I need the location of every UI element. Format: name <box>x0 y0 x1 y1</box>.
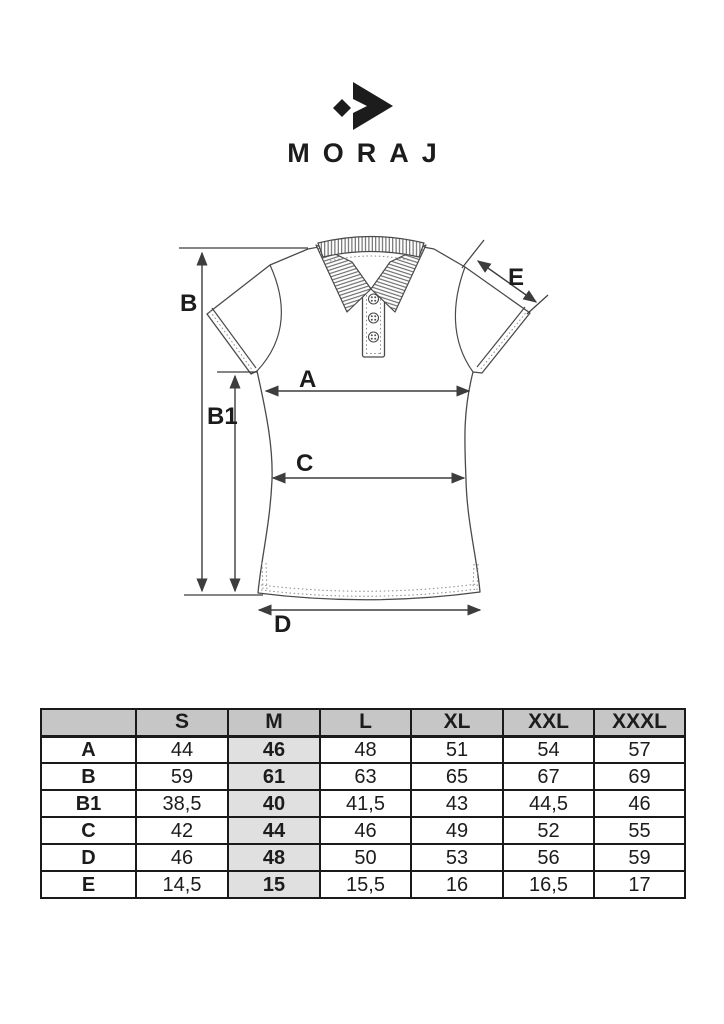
cell-d-xxxl: 59 <box>594 844 685 871</box>
cell-c-xxxl: 55 <box>594 817 685 844</box>
cell-e-xxl: 16,5 <box>503 871 594 898</box>
cell-c-s: 42 <box>136 817 228 844</box>
cell-b1-s: 38,5 <box>136 790 228 817</box>
dim-label-c: C <box>296 450 314 477</box>
cell-c-l: 46 <box>320 817 411 844</box>
table-row-e <box>41 871 685 898</box>
cell-c-xxl: 52 <box>503 817 594 844</box>
button-icon <box>369 332 379 342</box>
size-table <box>40 708 686 899</box>
cell-b-xl: 65 <box>411 763 503 790</box>
row-label-e: E <box>41 871 136 898</box>
dim-label-d: D <box>274 611 292 638</box>
row-label-b1: B1 <box>41 790 136 817</box>
dim-label-b: B <box>180 290 198 317</box>
size-col-header-m: M <box>228 709 320 736</box>
cell-e-xxxl: 17 <box>594 871 685 898</box>
cell-b1-l: 41,5 <box>320 790 411 817</box>
dim-label-a: A <box>299 366 317 393</box>
brand-name: MORAJ <box>287 138 450 168</box>
cell-d-xxl: 56 <box>503 844 594 871</box>
row-label-c: C <box>41 817 136 844</box>
size-col-header-xxxl: XXXL <box>594 709 685 736</box>
size-table-header-row <box>41 709 685 736</box>
cell-c-xl: 49 <box>411 817 503 844</box>
cell-e-m: 15 <box>228 871 320 898</box>
cell-e-xl: 16 <box>411 871 503 898</box>
table-row-a <box>41 736 685 763</box>
cell-a-xl: 51 <box>411 736 503 763</box>
cell-d-s: 46 <box>136 844 228 871</box>
row-label-d: D <box>41 844 136 871</box>
cell-b-l: 63 <box>320 763 411 790</box>
cell-b1-m: 40 <box>228 790 320 817</box>
cell-b1-xxl: 44,5 <box>503 790 594 817</box>
cell-e-l: 15,5 <box>320 871 411 898</box>
row-label-b: B <box>41 763 136 790</box>
cell-b-xxxl: 69 <box>594 763 685 790</box>
cell-a-l: 48 <box>320 736 411 763</box>
brand-logo <box>0 78 724 169</box>
row-label-a: A <box>41 736 136 763</box>
cell-d-xl: 53 <box>411 844 503 871</box>
dim-label-e: E <box>508 264 525 291</box>
cell-b1-xxxl: 46 <box>594 790 685 817</box>
table-row-c <box>41 817 685 844</box>
cell-d-l: 50 <box>320 844 411 871</box>
cell-a-xxl: 54 <box>503 736 594 763</box>
size-table-corner-cell <box>41 709 136 736</box>
garment-measurement-diagram <box>150 210 600 660</box>
cell-a-m: 46 <box>228 736 320 763</box>
cell-c-m: 44 <box>228 817 320 844</box>
brand-chevron-icon <box>327 78 397 132</box>
cell-a-xxxl: 57 <box>594 736 685 763</box>
size-col-header-xxl: XXL <box>503 709 594 736</box>
cell-a-s: 44 <box>136 736 228 763</box>
size-col-header-xl: XL <box>411 709 503 736</box>
cell-d-m: 48 <box>228 844 320 871</box>
cell-b1-xl: 43 <box>411 790 503 817</box>
cell-e-s: 14,5 <box>136 871 228 898</box>
cell-b-m: 61 <box>228 763 320 790</box>
size-col-header-s: S <box>136 709 228 736</box>
size-col-header-l: L <box>320 709 411 736</box>
table-row-d <box>41 844 685 871</box>
cell-b-s: 59 <box>136 763 228 790</box>
dim-label-b1: B1 <box>207 403 238 430</box>
button-icon <box>369 313 379 323</box>
table-row-b1 <box>41 790 685 817</box>
table-row-b <box>41 763 685 790</box>
polo-shirt-drawing <box>150 210 600 660</box>
cell-b-xxl: 67 <box>503 763 594 790</box>
